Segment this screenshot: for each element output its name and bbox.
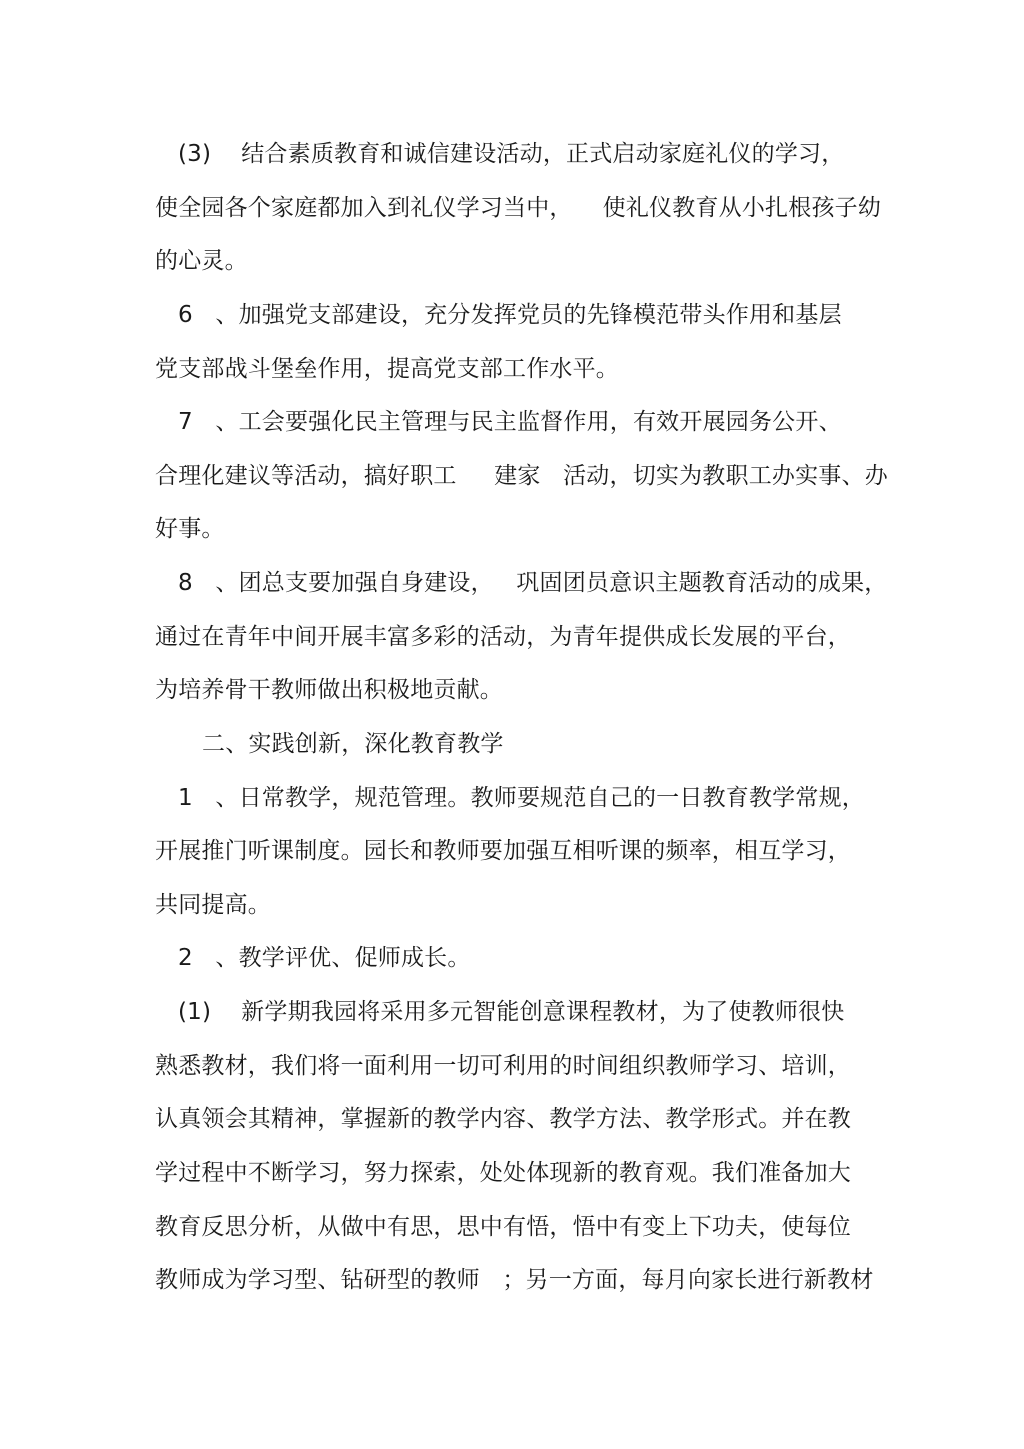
paragraph-line: 合理化建议等活动，搞好职工 建家 活动，切实为教职工办实事、办	[155, 463, 888, 489]
paragraph-line: 共同提高。	[155, 892, 271, 918]
paragraph-line: 的心灵。	[155, 248, 248, 274]
paragraph-line: 6 、加强党支部建设，充分发挥党员的先锋模范带头作用和基层	[178, 302, 842, 328]
paragraph-line: 通过在青年中间开展丰富多彩的活动，为青年提供成长发展的平台，	[155, 624, 851, 650]
paragraph-line: (3) 结合素质教育和诚信建设活动，正式启动家庭礼仪的学习，	[178, 141, 845, 167]
paragraph-line: 7 、工会要强化民主管理与民主监督作用，有效开展园务公开、	[178, 409, 842, 435]
paragraph-line: 教育反思分析，从做中有思，思中有悟，悟中有变上下功夫，使每位	[155, 1214, 851, 1240]
paragraph-line: 教师成为学习型、钻研型的教师 ；另一方面，每月向家长进行新教材	[155, 1267, 874, 1293]
paragraph-line: 1 、日常教学，规范管理。教师要规范自己的一日教育教学常规，	[178, 785, 865, 811]
paragraph-line: 好事。	[155, 516, 225, 542]
paragraph-line: 为培养骨干教师做出积极地贡献。	[155, 677, 503, 703]
paragraph-line: 开展推门听课制度。园长和教师要加强互相听课的频率，相互学习，	[155, 838, 851, 864]
paragraph-line: 8 、团总支要加强自身建设， 巩固团员意识主题教育活动的成果，	[178, 570, 888, 596]
paragraph-line: 党支部战斗堡垒作用，提高党支部工作水平。	[155, 356, 619, 382]
paragraph-line: 2 、教学评优、促师成长。	[178, 945, 471, 971]
paragraph-line: (1) 新学期我园将采用多元智能创意课程教材，为了使教师很快	[178, 999, 845, 1025]
paragraph-line: 学过程中不断学习，努力探索，处处体现新的教育观。我们准备加大	[155, 1160, 851, 1186]
paragraph-line: 熟悉教材，我们将一面利用一切可利用的时间组织教师学习、培训，	[155, 1053, 851, 1079]
paragraph-line: 使全园各个家庭都加入到礼仪学习当中， 使礼仪教育从小扎根孩子幼	[155, 195, 882, 221]
paragraph-line: 认真领会其精神，掌握新的教学内容、教学方法、教学形式。并在教	[155, 1106, 851, 1132]
section-heading: 二、实践创新，深化教育教学	[202, 731, 504, 757]
